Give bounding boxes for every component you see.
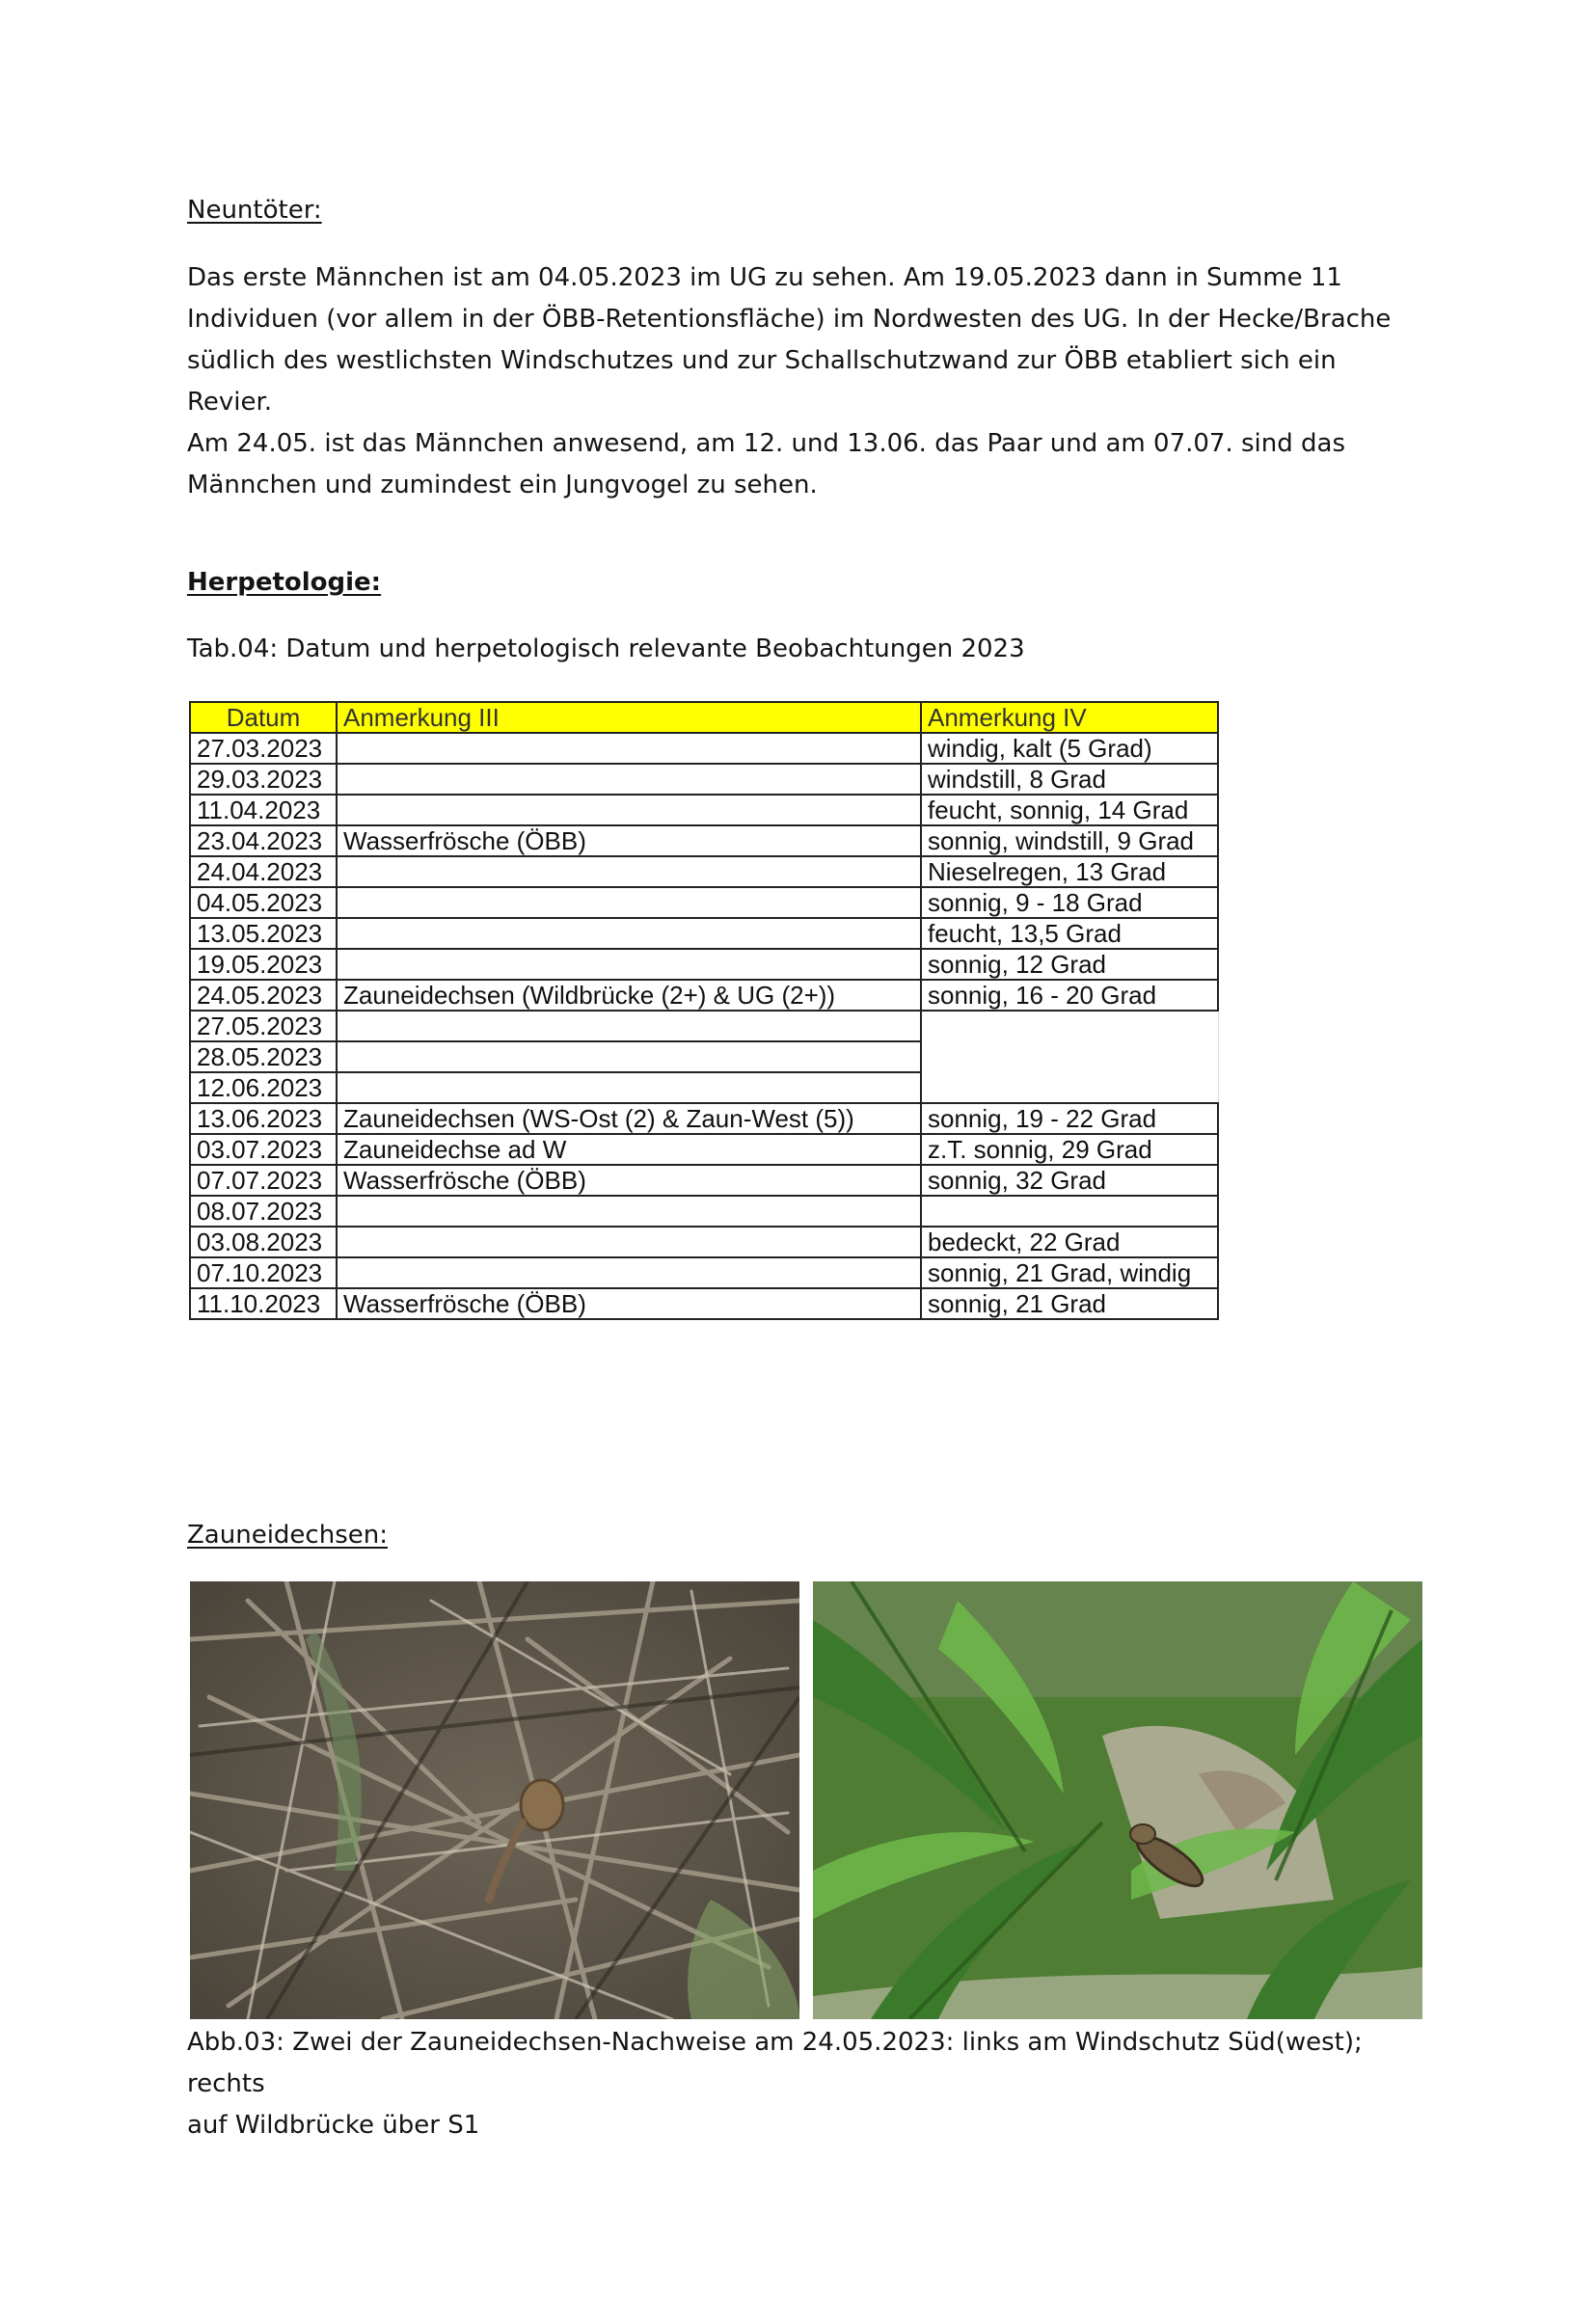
cell-anmerkung-iv [921,1196,1218,1227]
cell-anmerkung-iv: windstill, 8 Grad [921,764,1218,795]
paragraph-line: Männchen und zumindest ein Jungvogel zu sehen. [187,471,818,499]
cell-anmerkung-iii: Wasserfrösche (ÖBB) [337,825,921,856]
table-row [190,1134,1218,1165]
cell-anmerkung-iv: windig, kalt (5 Grad) [921,733,1218,764]
cell-anmerkung-iv: sonnig, 32 Grad [921,1165,1218,1196]
table-row [190,733,1218,764]
cell-anmerkung-iv [921,1011,1218,1041]
cell-datum: 07.10.2023 [190,1257,337,1288]
cell-datum: 13.06.2023 [190,1103,337,1134]
cell-datum: 12.06.2023 [190,1072,337,1103]
cell-anmerkung-iii: Wasserfrösche (ÖBB) [337,1165,921,1196]
cell-datum: 07.07.2023 [190,1165,337,1196]
cell-anmerkung-iii: Zauneidechsen (Wildbrücke (2+) & UG (2+)) [337,980,921,1011]
cell-anmerkung-iii [337,1257,921,1288]
table-row [190,764,1218,795]
cell-datum: 11.04.2023 [190,795,337,825]
header-anmerkung-iii: Anmerkung III [337,702,921,733]
table-header-row [190,702,1218,733]
zauneidechsen-heading: Zauneidechsen: [187,1521,388,1550]
cell-anmerkung-iii [337,764,921,795]
table-row [190,1165,1218,1196]
cell-anmerkung-iv [921,1072,1218,1103]
cell-anmerkung-iv: sonnig, 21 Grad, windig [921,1257,1218,1288]
cell-anmerkung-iii [337,733,921,764]
table-row [190,856,1218,887]
cell-anmerkung-iii [337,1196,921,1227]
table-row [190,1288,1218,1319]
lizard-in-green-leaves-photo [813,1581,1422,2019]
header-anmerkung-iv: Anmerkung IV [921,702,1218,733]
cell-datum: 23.04.2023 [190,825,337,856]
cell-anmerkung-iii [337,1041,921,1072]
cell-anmerkung-iv: feucht, sonnig, 14 Grad [921,795,1218,825]
cell-datum: 27.05.2023 [190,1011,337,1041]
photo-lizard-windbreak [190,1581,799,2019]
cell-datum: 11.10.2023 [190,1288,337,1319]
table-row [190,980,1218,1011]
cell-anmerkung-iv: bedeckt, 22 Grad [921,1227,1218,1257]
cell-anmerkung-iii [337,918,921,949]
table-caption: Tab.04: Datum und herpetologisch relevante Beobachtungen 2023 [187,634,1025,663]
cell-anmerkung-iii [337,1072,921,1103]
cell-datum: 04.05.2023 [190,887,337,918]
table-row [190,1011,1218,1041]
neuntoeter-heading: Neuntöter: [187,196,322,225]
neuntoeter-paragraph [187,257,1402,506]
figure-caption [187,2022,1402,2146]
cell-datum: 08.07.2023 [190,1196,337,1227]
observations-table [189,701,1219,1320]
cell-datum: 29.03.2023 [190,764,337,795]
cell-anmerkung-iv: Nieselregen, 13 Grad [921,856,1218,887]
cell-anmerkung-iii: Wasserfrösche (ÖBB) [337,1288,921,1319]
cell-datum: 27.03.2023 [190,733,337,764]
cell-datum: 19.05.2023 [190,949,337,980]
caption-line: auf Wildbrücke über S1 [187,2111,480,2140]
paragraph-line: südlich des westlichsten Windschutzes und zur Schallschutzwand zur ÖBB etabliert sich ein Revier. [187,346,1337,417]
table-row [190,949,1218,980]
table-row [190,795,1218,825]
table-row [190,1072,1218,1103]
cell-anmerkung-iii [337,887,921,918]
cell-anmerkung-iv: sonnig, 12 Grad [921,949,1218,980]
cell-datum: 13.05.2023 [190,918,337,949]
photo-lizard-wildbridge [813,1581,1422,2019]
cell-datum: 03.07.2023 [190,1134,337,1165]
cell-anmerkung-iv [921,1041,1218,1072]
cell-anmerkung-iv: feucht, 13,5 Grad [921,918,1218,949]
table-row [190,887,1218,918]
cell-datum: 24.05.2023 [190,980,337,1011]
cell-anmerkung-iii [337,949,921,980]
table-row [190,825,1218,856]
cell-anmerkung-iii [337,795,921,825]
caption-line: Abb.03: Zwei der Zauneidechsen-Nachweise am 24.05.2023: links am Windschutz Süd(west); rechts [187,2028,1363,2098]
cell-anmerkung-iii [337,1011,921,1041]
cell-anmerkung-iii: Zauneidechse ad W [337,1134,921,1165]
cell-anmerkung-iii: Zauneidechsen (WS-Ost (2) & Zaun-West (5)) [337,1103,921,1134]
cell-anmerkung-iv: sonnig, 21 Grad [921,1288,1218,1319]
cell-anmerkung-iv: sonnig, 16 - 20 Grad [921,980,1218,1011]
table-row [190,918,1218,949]
table-row [190,1227,1218,1257]
cell-anmerkung-iii [337,856,921,887]
cell-anmerkung-iv: sonnig, 9 - 18 Grad [921,887,1218,918]
header-datum: Datum [190,702,337,733]
cell-datum: 24.04.2023 [190,856,337,887]
cell-datum: 03.08.2023 [190,1227,337,1257]
cell-anmerkung-iv: z.T. sonnig, 29 Grad [921,1134,1218,1165]
table-row [190,1257,1218,1288]
table-row [190,1041,1218,1072]
table-row [190,1196,1218,1227]
cell-anmerkung-iv: sonnig, windstill, 9 Grad [921,825,1218,856]
herpetologie-heading: Herpetologie: [187,568,382,597]
paragraph-line: Individuen (vor allem in der ÖBB-Retentionsfläche) im Nordwesten des UG. In der Hecke/Brache [187,305,1392,334]
lizard-in-dry-grass-photo [190,1581,799,2019]
table-row [190,1103,1218,1134]
paragraph-line: Am 24.05. ist das Männchen anwesend, am 12. und 13.06. das Paar und am 07.07. sind das [187,429,1345,458]
paragraph-line: Das erste Männchen ist am 04.05.2023 im UG zu sehen. Am 19.05.2023 dann in Summe 11 [187,263,1342,292]
cell-anmerkung-iii [337,1227,921,1257]
cell-datum: 28.05.2023 [190,1041,337,1072]
cell-anmerkung-iv: sonnig, 19 - 22 Grad [921,1103,1218,1134]
